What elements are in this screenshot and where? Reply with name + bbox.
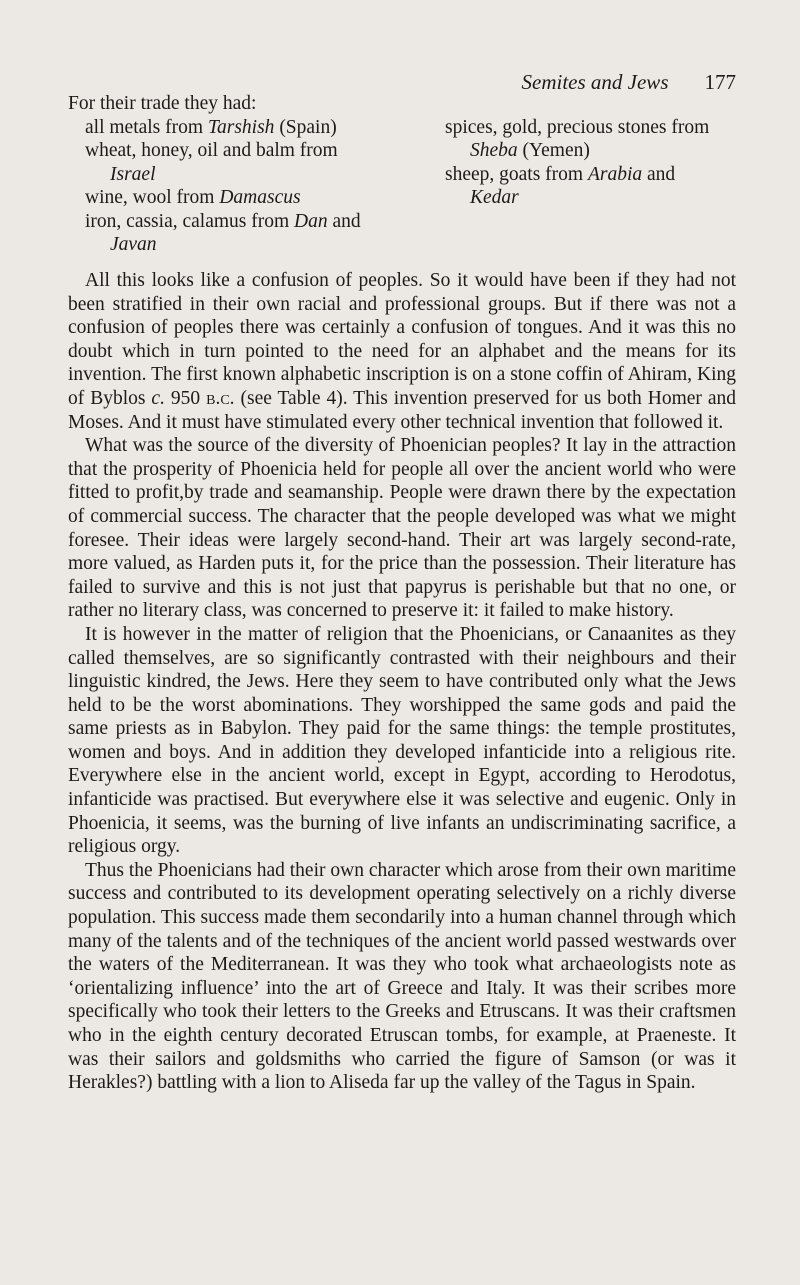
trade-line: Javan xyxy=(110,234,157,255)
paragraph-character: Thus the Phoenicians had their own character which arose from their own maritime success and contributed to its development operating selectively on a richly diverse population. This success made them secondarily into a human channel through which many of the talents and of the techniques of the ancient world passed westwards over the waters of the Mediterranean. It was they who took what archaeologists note as ‘orientalizing influence’ into the art of Greece and Italy. It was their scribes more specifically who took their letters to the Greeks and Etruscans. It was their craftsmen who in the eighth century decorated Etruscan tombs, for example, at Praeneste. It was their sailors and goldsmiths who carried the figure of Samson (or was it Herakles?) battling with a lion to Aliseda far up the valley of the Tagus in Spain. xyxy=(68,859,736,1094)
paragraph-diversity: What was the source of the diversity of Phoenician peoples? It lay in the attraction that the prosperity of Phoenicia held for people all over the ancient world who were fitted to profit,by trade and seamanship. People were drawn there by the expectation of commercial success. The character that the people developed was what we might foresee. Their ideas were largely second-hand. Their art was largely second-rate, more valued, as Harden puts it, for the price than the possession. Their literature has failed to survive and this is not just that papyrus is perishable but that no one, or rather no literary class, was concerned to preserve it: it failed to make history. xyxy=(68,435,736,622)
paragraph-religion: It is however in the matter of religion that the Phoenicians, or Canaanites as they called themselves, are so significantly contrasted with their neighbours and their linguistic kindred, the Jews. Here they seem to have contributed only what the Jews held to be the worst abominations. They worshipped the same gods and paid the same priests as in Babylon. They paid for the same things: the temple prostitutes, women and boys. And in addition they developed infanticide into a religious rite. Everywhere else in the ancient world, except in Egypt, according to Herodotus, infanticide was practised. But everywhere else it was selective and eugenic. Only in Phoenicia, it seems, was the burning of live infants an undiscriminating sacrifice, a religious orgy. xyxy=(68,623,736,858)
trade-column-left xyxy=(68,116,435,257)
body-text xyxy=(68,269,736,1095)
trade-line: Sheba (Yemen) xyxy=(470,140,590,161)
trade-line: Israel xyxy=(110,163,156,185)
trade-line: sheep, goats from Arabia and xyxy=(445,163,676,185)
trade-line: all metals from Tarshish (Spain) xyxy=(85,116,337,138)
running-title: Semites and Jews xyxy=(521,70,669,94)
page-number: 177 xyxy=(704,70,736,94)
paragraph-alphabet: All this looks like a confusion of peoples. So it would have been if they had not been stratified in their own racial and professional groups. But if there was not a confusion of peoples there was certainly a confusion of tongues. And it was this no doubt which in turn pointed to the need for an alphabet and the means for its invention. The first known alphabetic inscription is on a stone coffin of Ahiram, King of Byblos c. 950 b.c. (see Table 4). This invention preserved for us both Homer and Moses. And it must have stimulated every other technical invention that followed it. xyxy=(68,270,737,433)
trade-line: Kedar xyxy=(470,187,519,208)
trade-column-right xyxy=(435,116,738,257)
trade-line: spices, gold, precious stones from xyxy=(445,116,710,138)
trade-list xyxy=(68,92,738,257)
trade-columns xyxy=(68,116,738,257)
trade-line: iron, cassia, calamus from Dan and xyxy=(85,210,361,232)
trade-line: wheat, honey, oil and balm from xyxy=(85,140,338,161)
trade-line: wine, wool from Damascus xyxy=(85,187,301,208)
trade-intro: For their trade they had: xyxy=(68,93,257,114)
